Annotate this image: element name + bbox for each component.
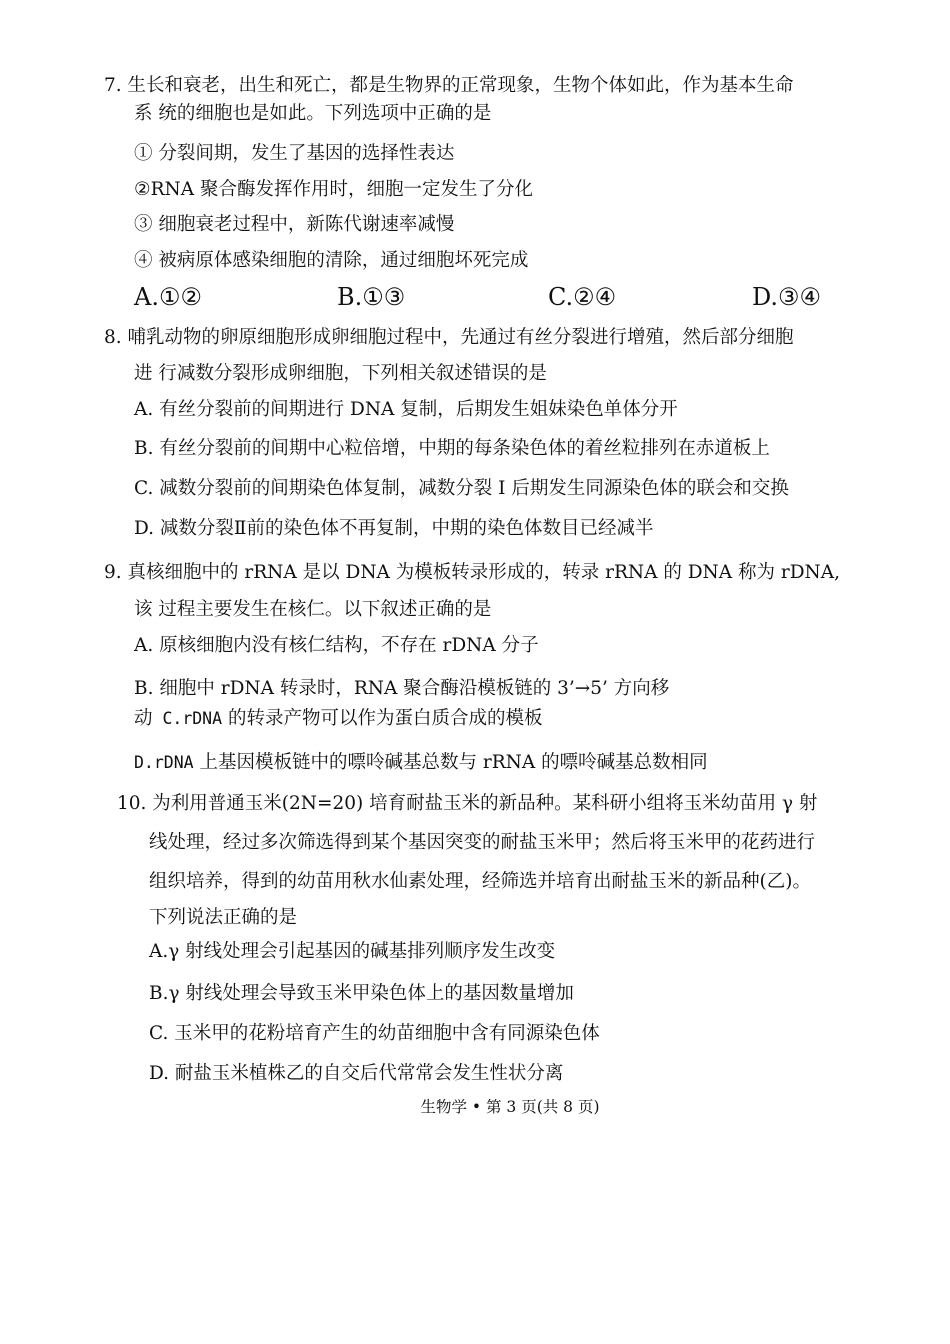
q10-stem-line1: 10. 为利用普通玉米(2N=20) 培育耐盐玉米的新品种。某科研小组将玉米幼苗用 γ 射 — [117, 793, 818, 814]
q10-option-a: A.γ 射线处理会引起基因的碱基排列顺序发生改变 — [149, 941, 556, 962]
q9-option-b: B. 细胞中 rDNA 转录时，RNA 聚合酶沿模板链的 3’→5’ 方向移 — [134, 678, 670, 699]
q8-stem-line1: 8. 哺乳动物的卵原细胞形成卵细胞过程中，先通过有丝分裂进行增殖，然后部分细胞 — [104, 327, 794, 348]
q9-option-c-label: C.rDNA — [152, 709, 223, 728]
q7-statement-4: ④ 被病原体感染细胞的清除，通过细胞坏死完成 — [134, 250, 529, 271]
q7-stem-line2: 系 统的细胞也是如此。下列选项中正确的是 — [134, 103, 492, 124]
q10-option-b: B.γ 射线处理会导致玉米甲染色体上的基因数量增加 — [149, 983, 574, 1004]
q7-option-a: A.①② — [134, 283, 202, 311]
q10-option-c: C. 玉米甲的花粉培育产生的幼苗细胞中含有同源染色体 — [149, 1023, 600, 1044]
q7-statement-2: ②RNA 聚合酶发挥作用时，细胞一定发生了分化 — [134, 179, 533, 200]
q8-option-a: A. 有丝分裂前的间期进行 DNA 复制，后期发生姐妹染色单体分开 — [134, 399, 678, 420]
q10-stem-line2: 线处理，经过多次筛选得到某个基因突变的耐盐玉米甲；然后将玉米甲的花药进行 — [149, 832, 816, 853]
page-footer: 生物学 • 第 3 页(共 8 页) — [420, 1098, 600, 1116]
q9-option-d-label: D.rDNA — [134, 753, 194, 772]
q9-stem-line1: 9. 真核细胞中的 rRNA 是以 DNA 为模板转录形成的，转录 rRNA 的 DNA 称为 rDNA, — [104, 562, 840, 583]
q9-option-c-text: 的转录产物可以作为蛋白质合成的模板 — [222, 708, 543, 729]
q7-option-b: B.①③ — [337, 283, 406, 311]
q8-option-b: B. 有丝分裂前的间期中心粒倍增，中期的每条染色体的着丝粒排列在赤道板上 — [134, 438, 770, 459]
q9-option-a: A. 原核细胞内没有核仁结构，不存在 rDNA 分子 — [134, 635, 539, 656]
q9-stem-line2: 该 过程主要发生在核仁。以下叙述正确的是 — [134, 599, 492, 620]
q7-stem-line1: 7. 生长和衰老，出生和死亡，都是生物界的正常现象，生物个体如此，作为基本生命 — [104, 75, 794, 96]
q7-statement-1: ① 分裂间期，发生了基因的选择性表达 — [134, 143, 455, 164]
q10-stem-line3: 组织培养，得到的幼苗用秋水仙素处理，经筛选并培育出耐盐玉米的新品种(乙)。 — [149, 871, 811, 892]
q10-stem-line4: 下列说法正确的是 — [149, 907, 298, 928]
q7-option-d: D.③④ — [752, 283, 822, 311]
q10-option-d: D. 耐盐玉米植株乙的自交后代常常会发生性状分离 — [149, 1063, 564, 1084]
q8-option-c: C. 减数分裂前的间期染色体复制，减数分裂 I 后期发生同源染色体的联会和交换 — [134, 478, 789, 499]
q9-option-d — [134, 751, 708, 775]
q9-option-c-prefix: 动 — [134, 708, 153, 729]
q7-option-c: C.②④ — [548, 283, 617, 311]
q9-option-c — [134, 707, 542, 731]
q7-statement-3: ③ 细胞衰老过程中，新陈代谢速率减慢 — [134, 214, 455, 235]
q9-option-d-text: 上基因模板链中的嘌呤碱基总数与 rRNA 的嘌呤碱基总数相同 — [193, 752, 708, 773]
q8-stem-line2: 进 行减数分裂形成卵细胞，下列相关叙述错误的是 — [134, 363, 547, 384]
q8-option-d: D. 减数分裂Ⅱ前的染色体不再复制，中期的染色体数目已经减半 — [134, 518, 654, 539]
